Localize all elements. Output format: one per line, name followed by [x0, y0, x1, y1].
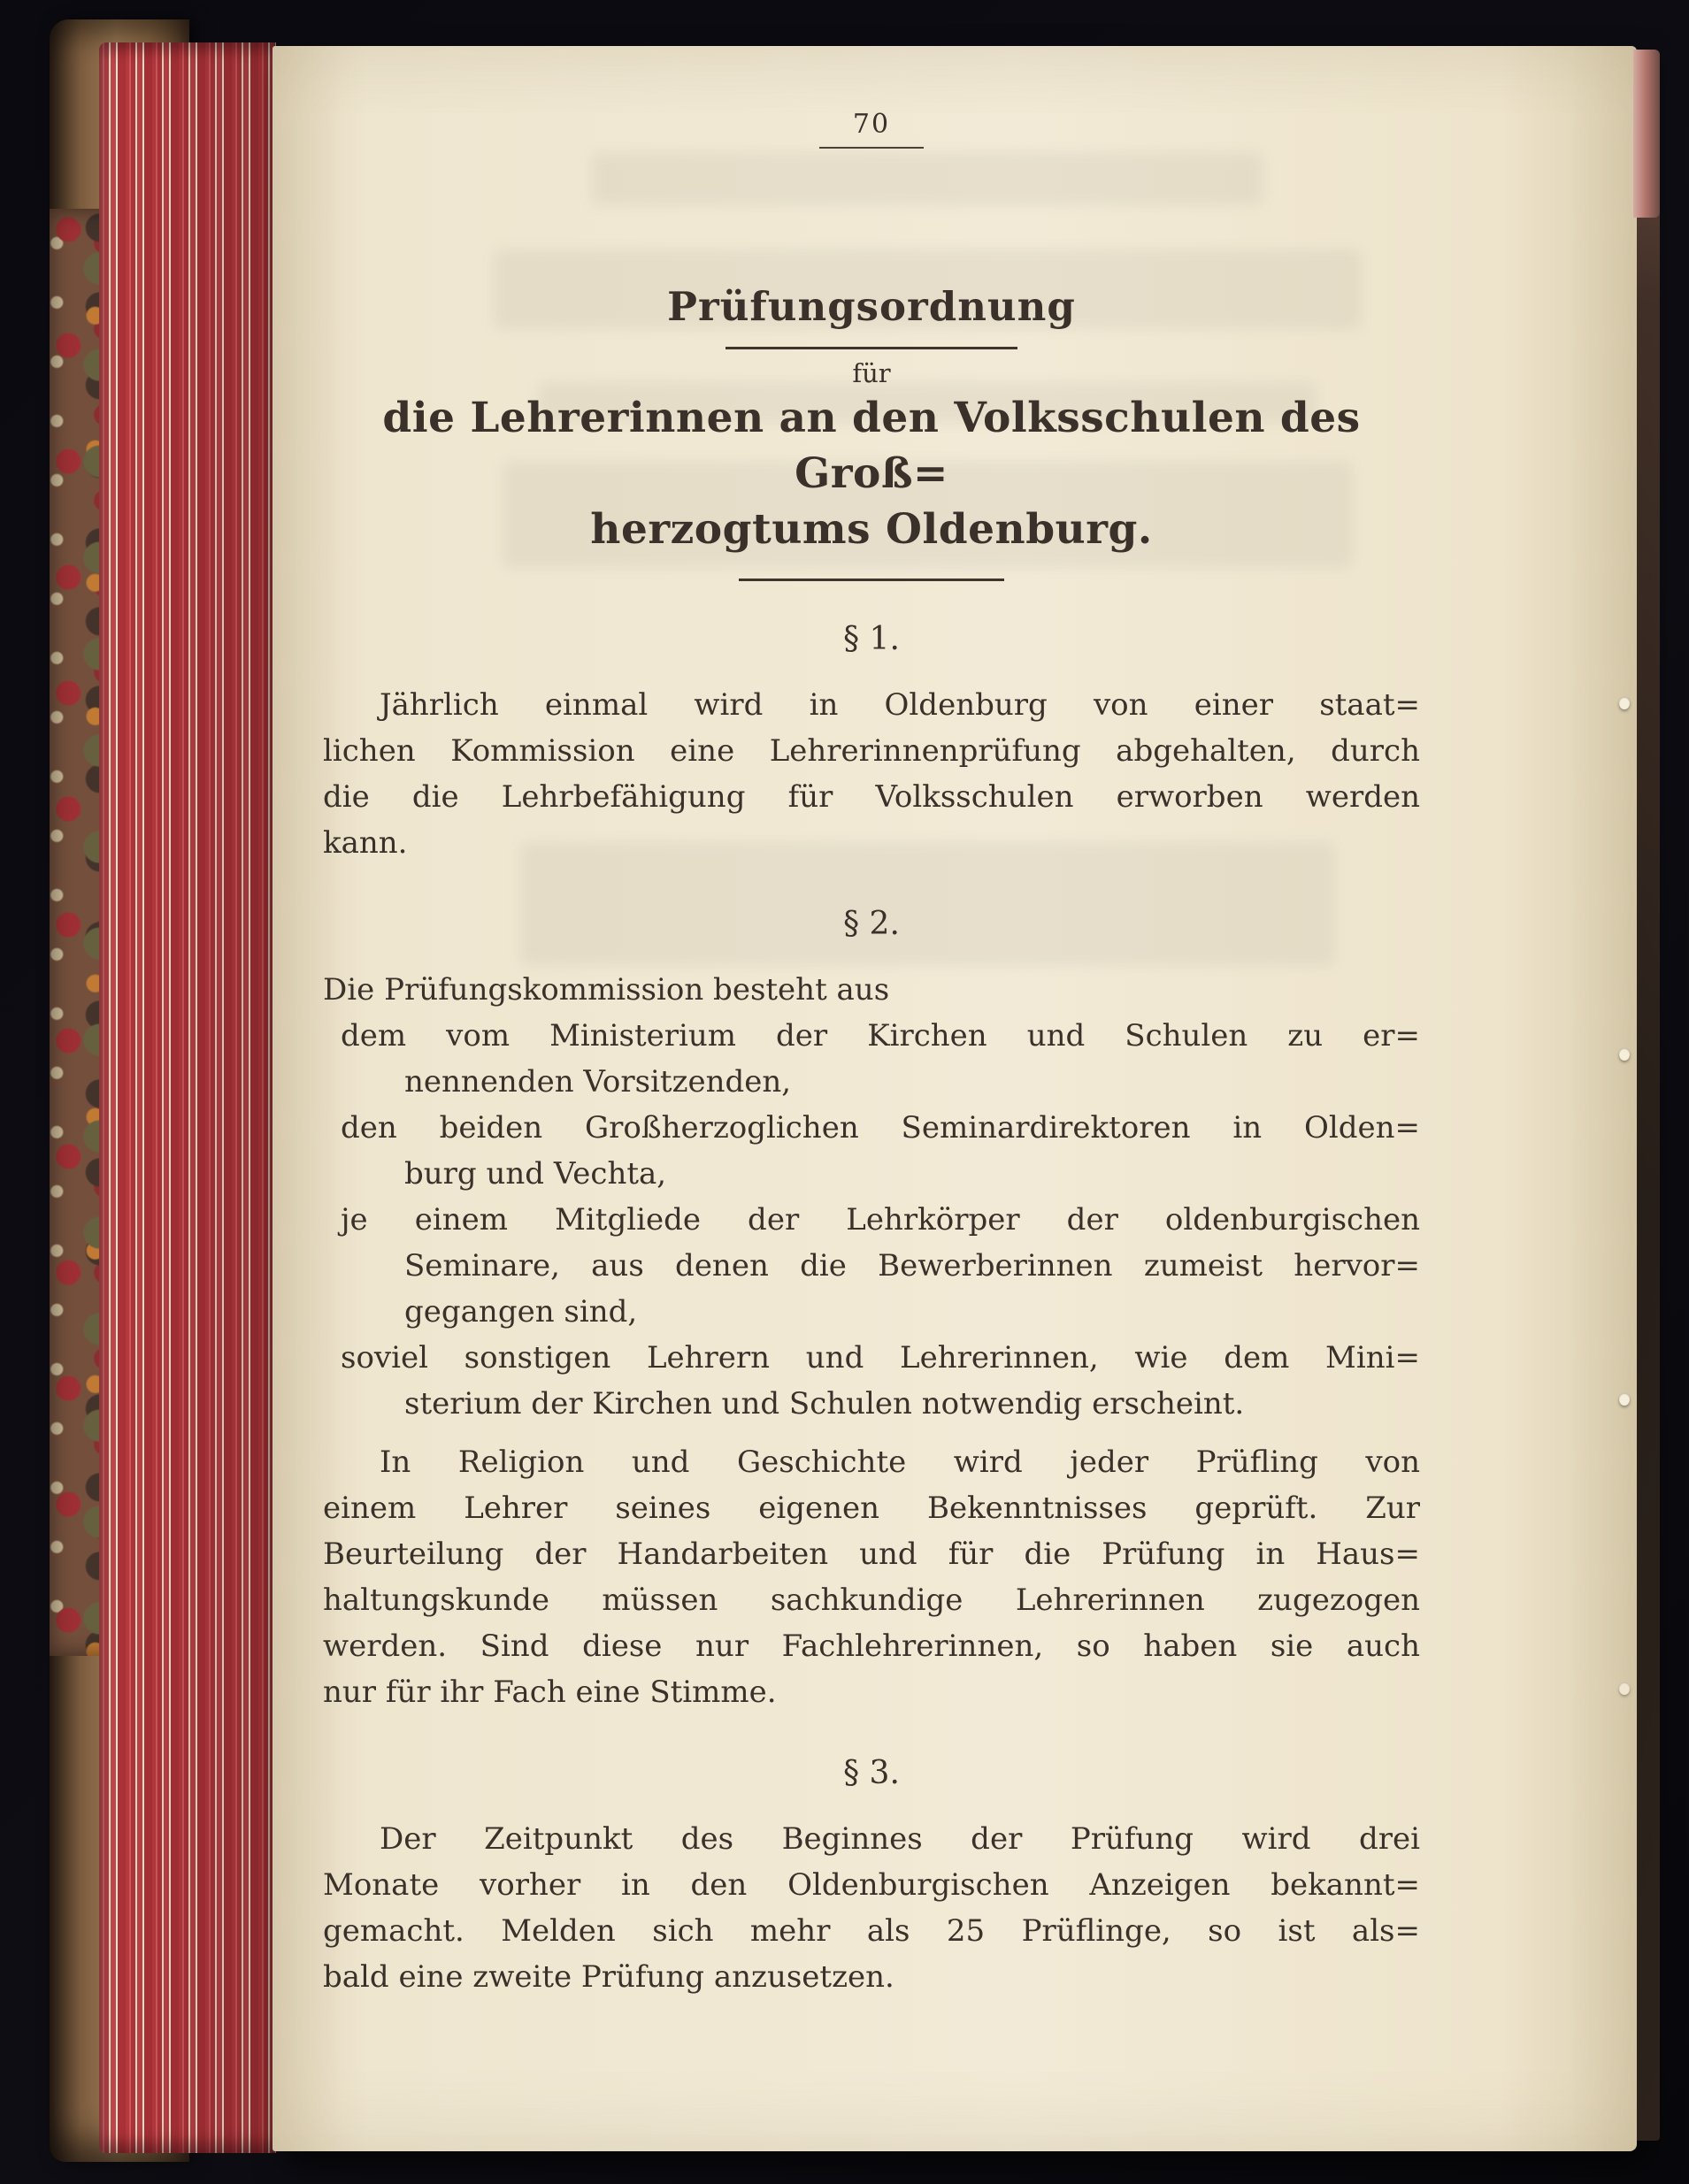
heading-kicker: Prüfungsordnung: [667, 283, 1076, 330]
section: [323, 1751, 1420, 2000]
text-line: gemacht. Melden sich mehr als 25 Prüflinge, so ist als=: [323, 1913, 1420, 1949]
text-line: Die Prüfungskommission besteht aus: [323, 972, 890, 1008]
book-page: [273, 46, 1637, 2151]
text-line: soviel sonstigen Lehrern und Lehrerinnen, wie dem Mini=: [341, 1340, 1420, 1376]
text-block: [323, 1439, 1420, 1715]
text-line: In Religion und Geschichte wird jeder Prüfling von: [380, 1445, 1420, 1480]
text-line: Monate vorher in den Oldenburgischen Anzeigen bekannt=: [323, 1867, 1420, 1903]
section-label: § 3.: [843, 1755, 900, 1791]
text-line: Der Zeitpunkt des Beginnes der Prüfung wird drei: [380, 1821, 1420, 1857]
section-label: § 1.: [843, 621, 900, 657]
red-striped-page-edges: [99, 42, 276, 2153]
text-line: nennenden Vorsitzenden,: [404, 1064, 792, 1100]
text-line: werden. Sind diese nur Fachlehrerinnen, so haben sie auch: [323, 1628, 1420, 1664]
text-line: dem vom Ministerium der Kirchen und Schulen zu er=: [341, 1018, 1420, 1054]
binding-hole: [1619, 1048, 1630, 1061]
text-block: [323, 1197, 1420, 1335]
text-line: die die Lehrbefähigung für Volksschulen erworben werden: [323, 779, 1420, 815]
heading-main: [323, 390, 1420, 557]
section: [323, 901, 1420, 1715]
title-rule: [739, 579, 1004, 581]
page-number-rule: [819, 147, 924, 149]
text-block: [323, 1816, 1420, 2000]
text-block: [323, 1013, 1420, 1105]
heading-main-line2: herzogtums Oldenburg.: [590, 505, 1153, 554]
binding-hole: [1619, 1393, 1630, 1406]
text-block: [323, 682, 1420, 866]
heading-connector: für: [852, 358, 891, 388]
sections: [323, 617, 1420, 2000]
text-block: [323, 1335, 1420, 1427]
page-number: 70: [852, 109, 891, 140]
page-text-column: [323, 104, 1420, 2000]
text-line: burg und Vechta,: [404, 1156, 667, 1192]
text-block: [323, 967, 1420, 1013]
section-label: § 2.: [843, 906, 900, 942]
text-line: Jährlich einmal wird in Oldenburg von einer staat=: [380, 687, 1420, 723]
heading-rule: [726, 347, 1017, 349]
book-block-right-edge: [1637, 51, 1660, 2141]
text-line: Beurteilung der Handarbeiten und für die Prüfung in Haus=: [323, 1536, 1420, 1572]
binding-hole: [1619, 697, 1630, 709]
text-block: [323, 1105, 1420, 1197]
text-line: bald eine zweite Prüfung anzusetzen.: [323, 1959, 894, 1995]
next-page-edge: [1633, 50, 1660, 218]
binding-hole: [1619, 1682, 1630, 1695]
text-line: je einem Mitgliede der Lehrkörper der oldenburgischen: [341, 1202, 1420, 1238]
text-line: lichen Kommission eine Lehrerinnenprüfung abgehalten, durch: [323, 733, 1420, 769]
text-line: haltungskunde müssen sachkundige Lehrerinnen zugezogen: [323, 1582, 1420, 1618]
section: [323, 617, 1420, 866]
text-line: Seminare, aus denen die Bewerberinnen zumeist hervor=: [404, 1248, 1420, 1284]
text-line: den beiden Großherzoglichen Seminardirektoren in Olden=: [341, 1110, 1420, 1146]
text-line: gegangen sind,: [404, 1294, 638, 1330]
text-line: einem Lehrer seines eigenen Bekenntnisses geprüft. Zur: [323, 1490, 1420, 1526]
text-line: nur für ihr Fach eine Stimme.: [323, 1674, 777, 1710]
text-line: sterium der Kirchen und Schulen notwendig erscheint.: [404, 1386, 1245, 1422]
text-line: kann.: [323, 825, 408, 861]
heading-main-line1: die Lehrerinnen an den Volksschulen des Groß=: [382, 394, 1361, 498]
